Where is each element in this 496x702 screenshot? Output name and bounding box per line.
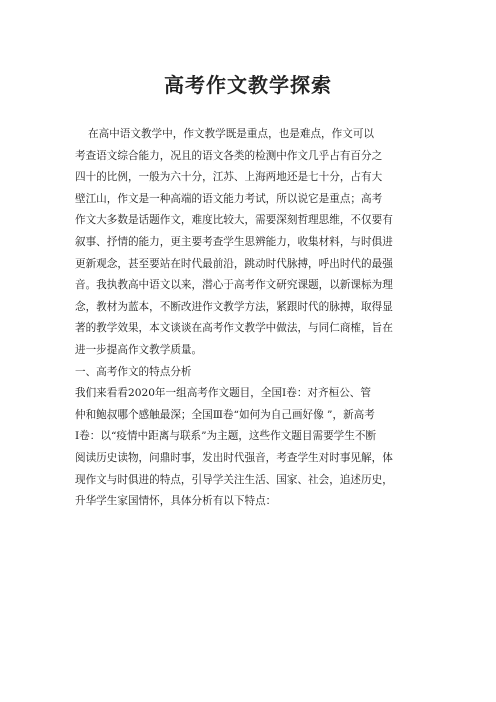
text-line: 考查语文综合能力，况且的语文各类的检测中作文几乎占有百分之 — [75, 149, 383, 162]
text-line: 阅读历史读物，问鼎时事，发出时代强音，考查学生对时事见解，体 — [75, 451, 393, 464]
text-line: 升华学生家国情怀，具体分析有以下特点： — [75, 495, 277, 508]
text-line: 仲和鲍叔哪个感触最深；全国Ⅲ卷“如何为自己画好像 ”，新高考 — [75, 408, 375, 421]
document-title: 高考作文教学探索 — [164, 73, 332, 97]
text-line: 叙事、抒情的能力，更主要考查学生思辨能力，收集材料，与时俱进 — [75, 235, 393, 248]
text-line: 念，教材为蓝本，不断改进作文教学方法，紧跟时代的脉搏，取得显 — [75, 300, 393, 313]
text-line: Ⅰ卷：以“疫情中距离与联系”为主题，这些作文题目需要学生不断 — [75, 430, 377, 443]
text-line: 现作文与时俱进的特点，引导学关注生活、国家、社会，追述历史， — [75, 473, 393, 486]
text-line: 作文大多数是话题作文，难度比较大，需要深刻哲理思维，不仅要有 — [75, 214, 393, 227]
document-body — [75, 124, 418, 513]
section-heading: 一、高考作文的特点分析 — [75, 365, 192, 378]
text-line: 壁江山，作文是一种高端的语文能力考试，所以说它是重点；高考 — [75, 192, 383, 205]
text-line: 更新观念，甚至要站在时代最前沿，跳动时代脉搏，呼出时代的最强 — [75, 257, 393, 270]
text-line: 我们来看看2020年一组高考作文题目，全国Ⅰ卷：对齐桓公、管 — [75, 387, 371, 400]
text-line: 在高中语文教学中，作文教学既是重点，也是难点，作文可以 — [88, 128, 375, 140]
text-line: 进一步提高作文教学质量。 — [75, 343, 203, 356]
text-line: 四十的比例，一般为六十分，江苏、上海两地还是七十分，占有大 — [75, 171, 383, 184]
text-line: 音。我执教高中语文以来，潜心于高考作文研究课题，以新课标为理 — [75, 279, 393, 292]
text-line: 著的教学效果，本文谈谈在高考作文教学中做法，与同仁商榷，旨在 — [75, 322, 393, 335]
